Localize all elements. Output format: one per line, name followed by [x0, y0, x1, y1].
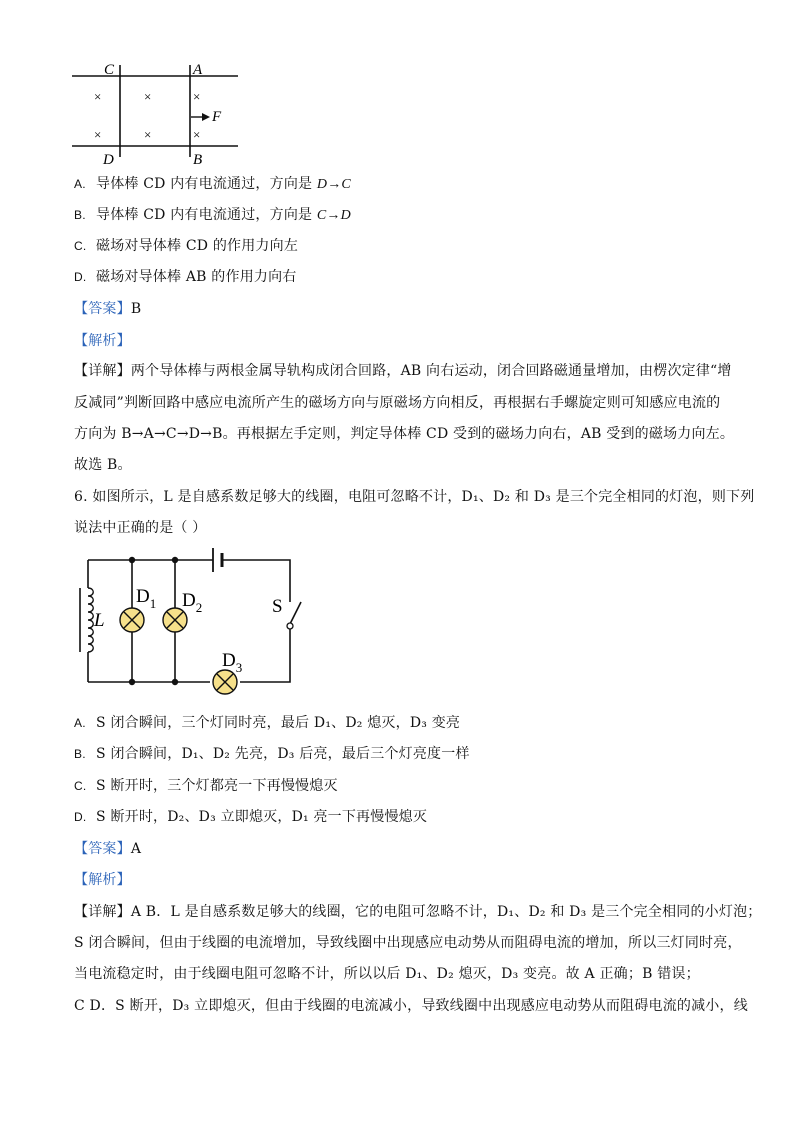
- option-letter: D.: [74, 270, 87, 284]
- label-l: L: [94, 610, 105, 631]
- label-a: A: [193, 62, 203, 78]
- analysis-tag: 【解析】: [74, 333, 131, 349]
- detail-text: A B．L 是自感系数足够大的线圈，它的电阻可忽略不计，D₁、D₂ 和 D₃ 是三个完全相同的小灯泡；: [130, 904, 762, 920]
- q5-detail-line: 反减同”判断回路中感应电流所产生的磁场方向与原磁场方向相反，再根据右手螺旋定则可知感应电流的: [74, 395, 721, 411]
- switch-contact: [287, 623, 293, 629]
- label-c: C: [104, 62, 115, 78]
- label-s: S: [272, 596, 283, 617]
- lamp-d3: [213, 670, 237, 694]
- label-d3: $D_3$: [222, 650, 243, 675]
- wire-right: [240, 626, 290, 682]
- q5-option-b: [74, 204, 734, 224]
- lamp-d2: [163, 608, 187, 632]
- junction-dot: [172, 679, 178, 685]
- q6-option-a: [74, 712, 734, 732]
- option-text: S 断开时，D₂、D₃ 立即熄灭，D₁ 亮一下再慢慢熄灭: [96, 809, 428, 825]
- option-letter: B.: [74, 208, 86, 222]
- q5-analysis: [74, 330, 734, 350]
- switch-blade: [290, 602, 301, 624]
- answer-value: A: [130, 841, 142, 857]
- answer-tag: 【答案】: [74, 841, 131, 857]
- junction-dot: [172, 557, 178, 563]
- option-text: S 闭合瞬间，D₁、D₂ 先亮，D₃ 后亮，最后三个灯亮度一样: [96, 746, 470, 762]
- option-text: S 断开时，三个灯都亮一下再慢慢熄灭: [96, 778, 338, 794]
- analysis-tag: 【解析】: [74, 872, 131, 888]
- label-b: B: [193, 152, 203, 168]
- q6-detail-line: S 闭合瞬间，但由于线圈的电流增加，导致线圈中出现感应电动势从而阻碍电流的增加，所以三灯同时亮，: [74, 935, 742, 951]
- label-d2: $D_2$: [182, 590, 203, 615]
- field-cross: ×: [193, 89, 201, 104]
- detail-text: 两个导体棒与两根金属导轨构成闭合回路，AB 向右运动，闭合回路磁通量增加，由楞次定律“增: [130, 363, 732, 379]
- q5-option-a: [74, 173, 734, 193]
- label-f: F: [212, 109, 222, 125]
- label-d1: $D_1$: [136, 586, 157, 611]
- q6-analysis: [74, 869, 734, 889]
- answer-value: B: [130, 301, 142, 317]
- option-letter: D.: [74, 810, 87, 824]
- q5-detail-line: [74, 360, 734, 380]
- figure-circuit: [70, 542, 310, 707]
- option-letter: C.: [74, 239, 87, 253]
- option-text: 导体棒 CD 内有电流通过，方向是: [96, 207, 317, 223]
- figure-rails-magnetic-field: [60, 55, 260, 170]
- q6-stem: 6. 如图所示，L 是自感系数足够大的线圈，电阻可忽略不计，D₁、D₂ 和 D₃ 是三个完全相同的灯泡，则下列: [74, 489, 755, 505]
- lamp-d1: [120, 608, 144, 632]
- detail-tag: 【详解】: [74, 904, 131, 920]
- field-cross: ×: [94, 127, 102, 142]
- q6-option-d: [74, 806, 734, 826]
- q5-option-c: [74, 235, 734, 255]
- q6-answer: [74, 838, 734, 858]
- q6-detail-line: C D．S 断开，D₃ 立即熄灭，但由于线圈的电流减小，导致线圈中出现感应电动势从而阻碍电流的减小，线: [74, 998, 748, 1014]
- q5-answer: [74, 298, 734, 318]
- force-arrow-head: [202, 113, 210, 121]
- option-text: 磁场对导体棒 AB 的作用力向右: [96, 269, 297, 285]
- q6-option-b: [74, 743, 734, 763]
- inductor-coil: [88, 588, 93, 652]
- option-text: 磁场对导体棒 CD 的作用力向左: [96, 238, 299, 254]
- option-text: 导体棒 CD 内有电流通过，方向是: [96, 176, 317, 192]
- q6-stem: 说法中正确的是（ ）: [74, 520, 207, 536]
- junction-dot: [129, 679, 135, 685]
- field-cross: ×: [144, 89, 152, 104]
- q6-option-c: [74, 775, 734, 795]
- option-letter: A.: [74, 716, 86, 730]
- q5-detail-line: 方向为 B→A→C→D→B。再根据左手定则，判定导体棒 CD 受到的磁场力向右，AB 受到的磁场力向左。: [74, 426, 735, 442]
- field-cross: ×: [94, 89, 102, 104]
- option-var: D→C: [316, 177, 351, 192]
- q6-detail-line: [74, 901, 762, 921]
- option-letter: B.: [74, 747, 86, 761]
- answer-tag: 【答案】: [74, 301, 131, 317]
- label-d: D: [103, 152, 114, 168]
- q5-option-d: [74, 266, 734, 286]
- option-letter: C.: [74, 779, 87, 793]
- option-letter: A.: [74, 177, 86, 191]
- option-var: C→D: [316, 208, 351, 223]
- q6-detail-line: 当电流稳定时，由于线圈电阻可忽略不计，所以以后 D₁、D₂ 熄灭，D₃ 变亮。故 A 正确；B 错误；: [74, 966, 700, 982]
- field-cross: ×: [193, 127, 201, 142]
- option-text: S 闭合瞬间，三个灯同时亮，最后 D₁、D₂ 熄灭，D₃ 变亮: [96, 715, 461, 731]
- q5-detail-line: 故选 B。: [74, 457, 132, 473]
- junction-dot: [129, 557, 135, 563]
- detail-tag: 【详解】: [74, 363, 131, 379]
- field-cross: ×: [144, 127, 152, 142]
